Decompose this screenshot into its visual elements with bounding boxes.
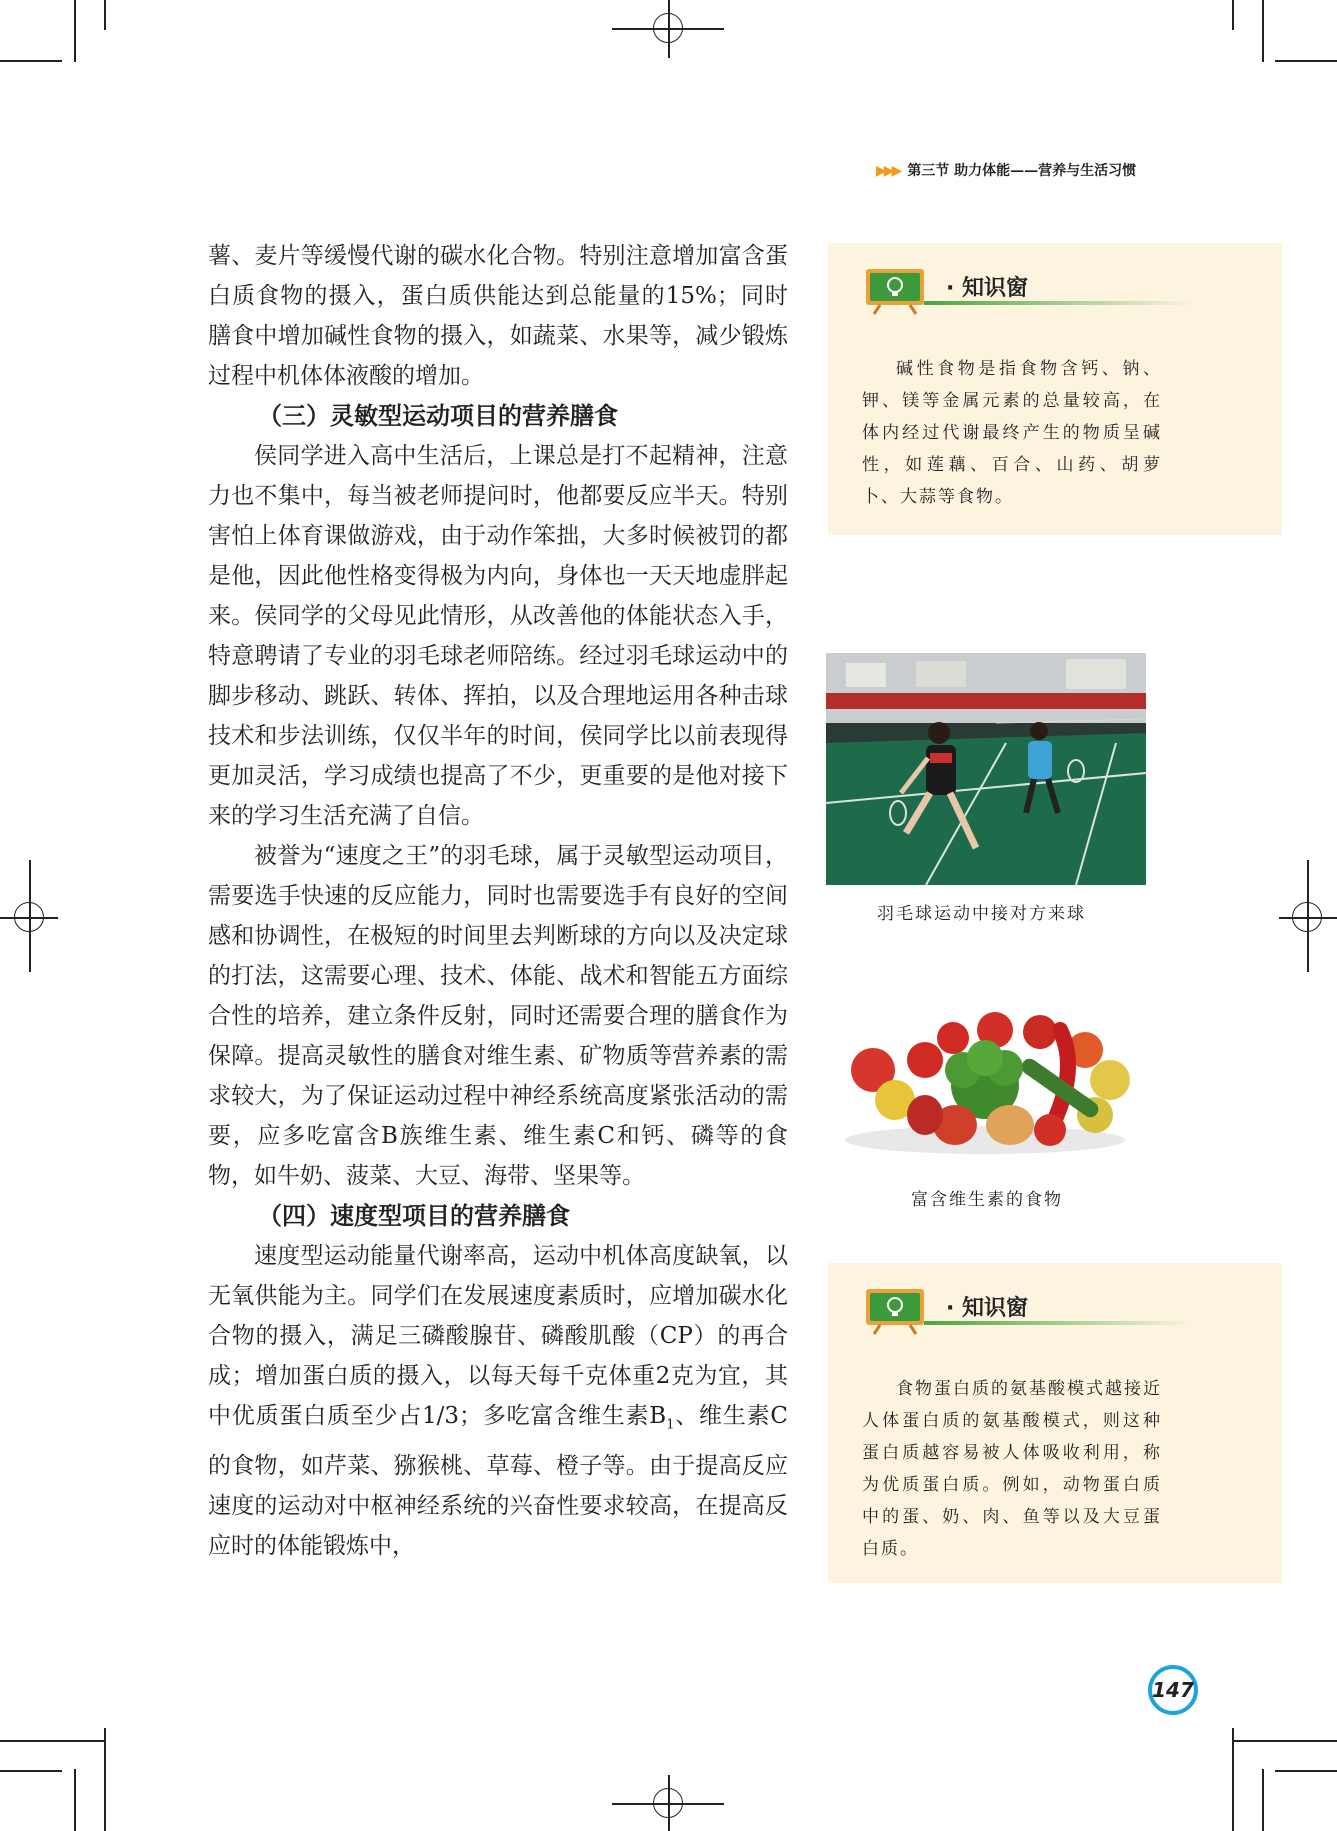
figure-caption-badminton: 羽毛球运动中接对方来球	[877, 904, 1086, 924]
knowledge-title: · 知识窗	[946, 276, 1029, 301]
triple-arrow-icon: ▶▶▶	[876, 163, 900, 179]
page-number: 147	[1148, 1665, 1198, 1715]
knowledge-body	[862, 1373, 1162, 1565]
knowledge-title-bar	[864, 1287, 1224, 1331]
chalkboard-lightbulb-icon	[864, 1287, 926, 1335]
badminton-photo	[826, 653, 1146, 885]
section-title: 第三节 助力体能——营养与生活习惯	[907, 163, 1137, 179]
knowledge-window-1	[828, 243, 1282, 535]
figure-caption-vegetables: 富含维生素的食物	[911, 1190, 1063, 1210]
chalkboard-lightbulb-icon	[864, 267, 926, 315]
knowledge-text: 碱性食物是指食物含钙、钠、钾、镁等金属元素的总量较高，在体内经过代谢最终产生的物质呈碱性，如莲藕、百合、山药、胡萝卜、大蒜等食物。	[862, 359, 1162, 507]
knowledge-title-bar	[864, 267, 1224, 311]
paragraph-4: 速度型运动能量代谢率高，运动中机体高度缺氧，以无氧供能为主。同学们在发展速度素质时，应增加碳水化合物的摄入，满足三磷酸腺苷、磷酸肌酸（CP）的再合成；增加蛋白质的摄入，以每天每千克体重2克为宜，其中优质蛋白质至少占1/3；多吃富含维生素$B_1$、维生素C的食物，如芹菜、猕猴桃、草莓、橙子等。由于提高反应速度的运动对中枢神经系统的兴奋性要求较高，在提高反应时的体能锻炼中，	[208, 1243, 788, 1559]
paragraph-3: 被誉为“速度之王”的羽毛球，属于灵敏型运动项目，需要选手快速的反应能力，同时也需要选手有良好的空间感和协调性，在极短的时间里去判断球的方向以及决定球的打法，这需要心理、技术、体能、战术和智能五方面综合性的培养，建立条件反射，同时还需要合理的膳食作为保障。提高灵敏性的膳食对维生素、矿物质等营养素的需求较大，为了保证运动过程中神经系统高度紧张活动的需要，应多吃富含B族维生素、维生素C和钙、磷等的食物，如牛奶、菠菜、大豆、海带、坚果等。	[208, 843, 788, 1189]
vegetables-image	[835, 990, 1145, 1160]
main-text	[208, 236, 788, 1566]
knowledge-window-2	[828, 1263, 1282, 1583]
paragraph-1: 薯、麦片等缓慢代谢的碳水化合物。特别注意增加富含蛋白质食物的摄入，蛋白质供能达到总能量的15%；同时膳食中增加碱性食物的摄入，如蔬菜、水果等，减少锻炼过程中机体体液酸的增加。	[208, 243, 788, 389]
knowledge-text: 食物蛋白质的氨基酸模式越接近人体蛋白质的氨基酸模式，则这种蛋白质越容易被人体吸收利用，称为优质蛋白质。例如，动物蛋白质中的蛋、奶、肉、鱼等以及大豆蛋白质。	[862, 1379, 1162, 1559]
paragraph-2: 侯同学进入高中生活后，上课总是打不起精神，注意力也不集中，每当被老师提问时，他都要反应半天。特别害怕上体育课做游戏，由于动作笨拙，大多时候被罚的都是他，因此他性格变得极为内向，身体也一天天地虚胖起来。侯同学的父母见此情形，从改善他的体能状态入手，特意聘请了专业的羽毛球老师陪练。经过羽毛球运动中的脚步移动、跳跃、转体、挥拍，以及合理地运用各种击球技术和步法训练，仅仅半年的时间，侯同学比以前表现得更加灵活，学习成绩也提高了不少，更重要的是他对接下来的学习生活充满了自信。	[208, 443, 788, 829]
knowledge-body	[862, 353, 1162, 513]
knowledge-title: · 知识窗	[946, 1296, 1029, 1321]
section-heading-3: （三）灵敏型运动项目的营养膳食	[258, 401, 618, 430]
running-header	[876, 160, 1176, 184]
section-heading-4: （四）速度型项目的营养膳食	[258, 1201, 570, 1230]
